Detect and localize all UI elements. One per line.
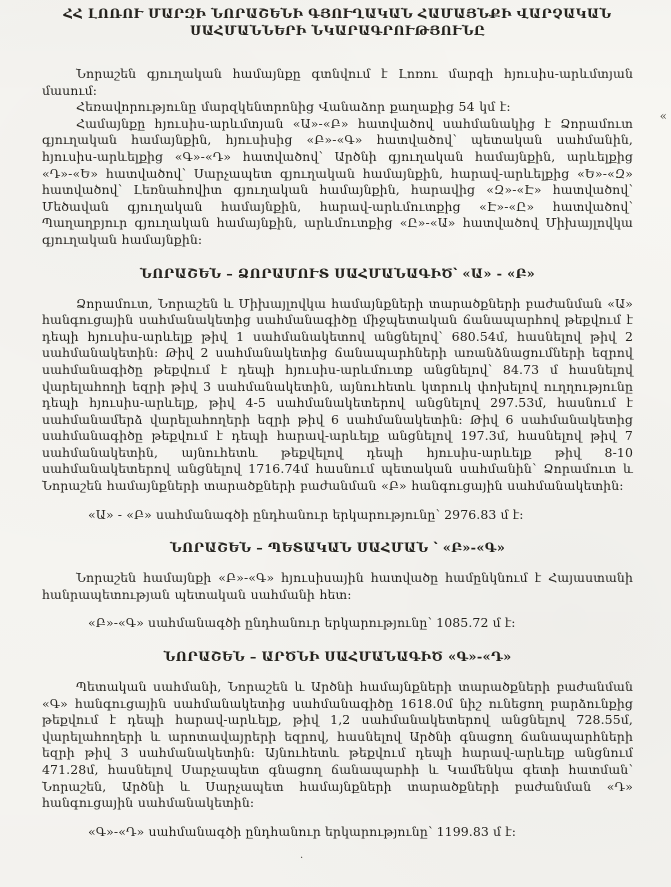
section-body-b-g: Նորաշեն համայնքի «Բ»-«Գ» հյուսիսային հատվածը համընկնում է Հայաստանի հանրապետության պետական սահմանի հետ: bbox=[42, 570, 633, 602]
section-heading-a-b: ՆՈՐԱՇԵՆ – ՁՈՐԱՄՈՒՏ ՍԱՀՄԱՆԱԳԻԾ՝ «Ա» - «Բ» bbox=[139, 266, 536, 282]
section-heading-g-d: ՆՈՐԱՇԵՆ – ԱՐԾՆԻ ՍԱՀՄԱՆԱԳԻԾ «Գ»-«Դ» bbox=[163, 650, 512, 666]
section-total-length-b-g: «Բ»-«Գ» սահմանագծի ընդհանուր երկարությունը՝ 1085.72 մ է: bbox=[88, 615, 516, 631]
document-title-line1: ՀՀ ԼՈՌՈՒ ՄԱՐԶԻ ՆՈՐԱՇԵՆԻ ԳՅՈՒՂԱԿԱՆ ՀԱՄԱՅՆՔԻ ՎԱՐՉԱԿԱՆ bbox=[63, 7, 612, 22]
document-title bbox=[42, 6, 633, 40]
intro-paragraph-location: Նորաշեն գյուղական համայնքը գտնվում է Լոռու մարզի հյուսիս-արևմտյան մասում: bbox=[42, 66, 633, 98]
scan-artifact-guillemet: « bbox=[659, 109, 667, 123]
document-title-line2: ՍԱՀՄԱՆՆԵՐԻ ՆԿԱՐԱԳՐՈՒԹՅՈՒՆԸ bbox=[190, 24, 485, 39]
intro-paragraph-distance: Հեռավորությունը մարզկենտրոնից Վանաձոր քաղաքից 54 կմ է: bbox=[76, 99, 511, 115]
scan-artifact-dot: . bbox=[300, 850, 304, 861]
section-body-a-b: Ձորամուտ, Նորաշեն և Միխայլովկա համայնքների տարածքների բաժանման «Ա» հանգուցային սահմանակետից սահմանագիծը միջպետական ճանապարհով թեքվում է դեպի հյուսիս-արևելք թիվ 1 սահմանակետով անցնելով՝ 680.54մ, հասնելով թիվ 2 սահմանակետին: Թիվ 2 սահմանակետից ճանապարհների առանձնացումների եզրով սահմանագիծը թեքվում է դեպի հյուսիս-արևմուտք անցնելով՝ 84.73 մ հասնելով վարելահողի եզրի թիվ 3 սահմանակետին, այնուհետև կտրուկ փոխելով ուղղությունը դեպի հյուսիս-արևելք, թիվ 4-5 սահմանակետերով անցնելով 297.53մ, հասնում է սահմանամերձ վարելահողերի եզրի թիվ 6 սահմանակետին: Թիվ 6 սահմանակետից սահմանագիծը թեքվում է դեպի հարավ-արևելք անցնելով 197.3մ, հասնելով թիվ 7 սահմանակետին, այնուհետև թեքվելով դեպի հյուսիս-արևելք թիվ 8-10 սահմանակետերով անցնելով 1716.74մ հասնում պետական սահմանին՝ Ձորամուտ և Նորաշեն համայնքների տարածքների բաժանման «Բ» հանգուցային սահմանակետին: bbox=[42, 295, 633, 494]
section-total-length-g-d: «Գ»-«Դ» սահմանագծի ընդհանուր երկարությունը՝ 1199.83 մ է: bbox=[88, 823, 517, 839]
intro-paragraph-neighbors: Համայնքը հյուսիս-արևմտյան «Ա»-«Բ» հատվածով սահմանակից է Ձորամուտ գյուղական համայնքին, հյուսիսից «Բ»-«Գ» հատվածով՝ պետական սահմանին, հյուսիս-արևելքից «Գ»-«Դ» հատվածով՝ Արծնի գյուղական համայնքին, արևելքից «Դ»-«Ե» հատվածով՝ Սարչապետ գյուղական համայնքին, հարավ-արևելքից «Ե»-«Զ» հատվածով՝ Լեռնահովիտ գյուղական համայնքին, հարավից «Զ»-«Է» հատվածով՝ Մեծավան գյուղական համայնքին, հարավ-արևմուտքից «Է»-«Ը» հատվածով՝ Պաղաղբյուր գյուղական համայնքին, արևմուտքից «Ը»-«Ա» հատվածով Միխայլովկա գյուղական համայնքին: bbox=[42, 115, 633, 247]
section-heading-b-g: ՆՈՐԱՇԵՆ – ՊԵՏԱԿԱՆ ՍԱՀՄԱՆ ՝ «Բ»-«Գ» bbox=[169, 541, 506, 557]
section-body-g-d: Պետական սահմանի, Նորաշեն և Արծնի համայնքների տարածքների բաժանման «Գ» հանգուցային սահմանակետից սահմանագիծը 1618.0մ նիշ ունեցող բարձունքից թեքվում է դեպի հարավ-արևելք, թիվ 1,2 սահմանակետերով անցնելով 728.55մ, վարելահողերի և արոտավայրերի եզրով, հասնելով Արծնի գնացող ճանապարհների եզրի թիվ 3 սահմանակետին: Այնուհետև թեքվում դեպի հարավ-արևելք անցնում 471.28մ, հասնելով Սարչապետ գնացող ճանապարհի և Կամենկա գետի հատման՝ Նորաշեն, Արծնի և Սարչապետ համայնքների տարածքների բաժանման «Դ» հանգուցային սահմանակետին: bbox=[42, 679, 633, 811]
section-total-length-a-b: «Ա» - «Բ» սահմանագծի ընդհանուր երկարությունը՝ 2976.83 մ է: bbox=[88, 506, 524, 522]
